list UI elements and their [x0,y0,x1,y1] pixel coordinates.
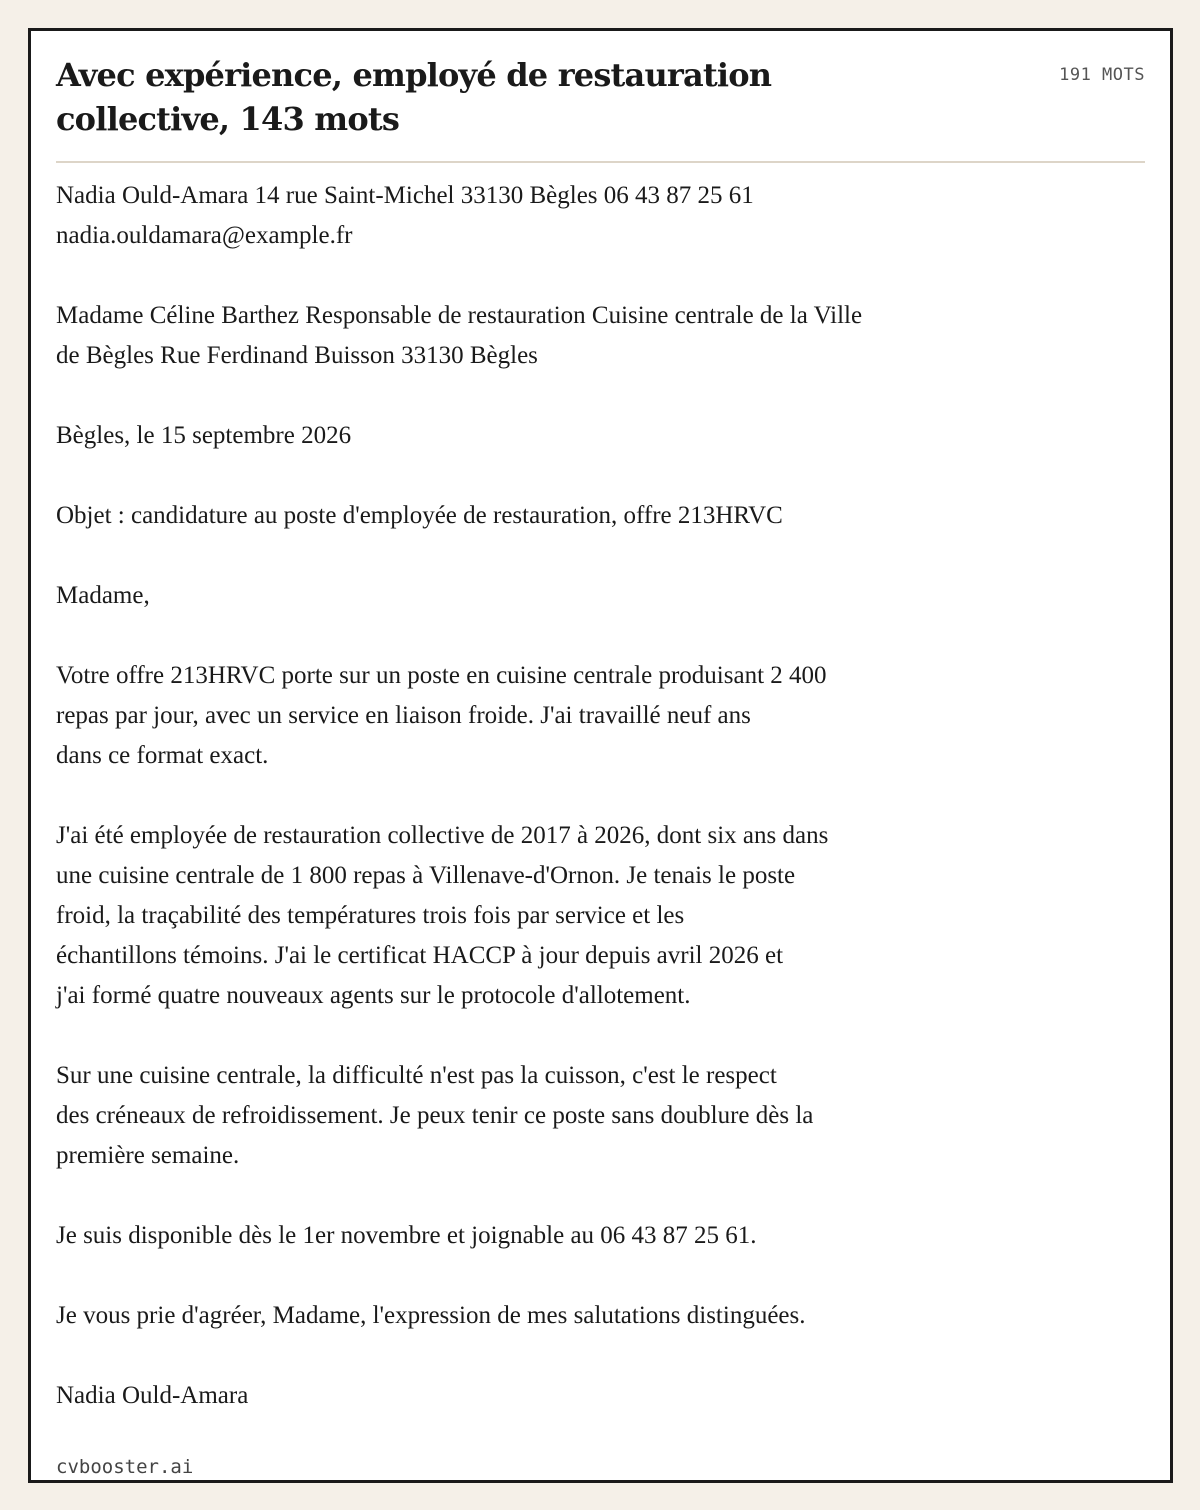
word-count-badge: 191 MOTS [1059,65,1145,85]
letter-body: Nadia Ould-Amara 14 rue Saint-Michel 33130 Bègles 06 43 87 25 61 nadia.ouldamara@example.fr Madame Céline Barthez Responsable de restauration Cuisine centrale de la Ville de Bègles Rue Ferdinand Buisson 33130 Bègles Bègles, le 15 septembre 2026 Objet : candidature au poste d'employée de restauration, offre 213HRVC Madame, Votre offre 213HRVC porte sur un poste en cuisine centrale produisant 2 400 repas par jour, avec un service en liaison froide. J'ai travaillé neuf ans dans ce format exact. J'ai été employée de restauration collective de 2017 à 2026, dont six ans dans une cuisine centrale de 1 800 repas à Villenave-d'Ornon. Je tenais le poste froid, la traçabilité des températures trois fois par service et les échantillons témoins. J'ai le certificat HACCP à jour depuis avril 2026 et j'ai formé quatre nouveaux agents sur le protocole d'allotement. Sur une cuisine centrale, la difficulté n'est pas la cuisson, c'est le respect des créneaux de refroidissement. Je peux tenir ce poste sans doublure dès la première semaine. Je suis disponible dès le 1er novembre et joignable au 06 43 87 25 61. Je vous prie d'agréer, Madame, l'expression de mes salutations distinguées. Nadia Ould-Amara [56,182,863,1409]
letter-title: Avec expérience, employé de restauration collective, 143 mots [56,56,772,138]
letter-card [28,28,1173,1483]
footer-brand: cvbooster.ai [56,1456,194,1478]
letter-header [56,53,1145,141]
header-divider [56,161,1145,163]
